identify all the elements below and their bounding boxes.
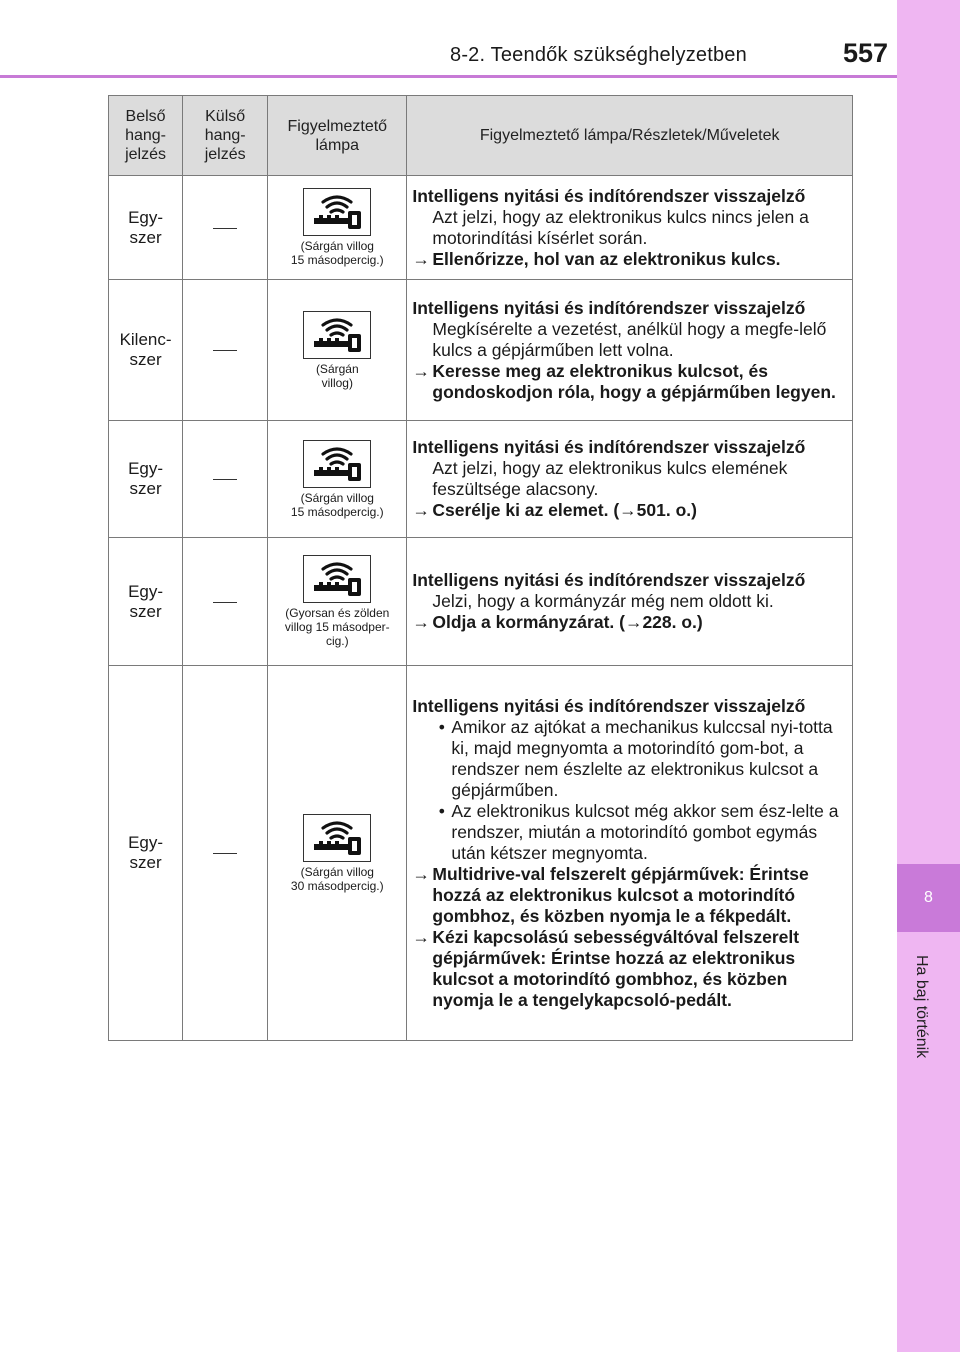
arrow-icon: →: [412, 863, 430, 884]
table-row: [109, 280, 853, 421]
detail-text: Azt jelzi, hogy az elektronikus kulcs nincs jelen a motorindítási kísérlet során.: [432, 206, 809, 248]
details-cell: [407, 280, 853, 421]
header-inner-buzzer: Belső hang- jelzés: [109, 96, 183, 176]
action-text: Cserélje ki az elemet. (→501. o.): [432, 500, 697, 520]
arrow-icon: →: [412, 360, 430, 381]
arrow-icon: →: [412, 500, 430, 520]
header-outer-buzzer: Külső hang- jelzés: [183, 96, 268, 176]
detail-text: Megkísérelte a vezetést, anélkül hogy a megfe-lelő kulcs a gépjárműben lett volna.: [432, 318, 827, 360]
table-header-row: [109, 96, 853, 176]
warning-lamp-cell: [268, 666, 407, 1041]
arrow-icon: →: [412, 926, 430, 947]
header-rule: [0, 75, 897, 78]
warning-lamp-cell: [268, 176, 407, 280]
detail-text: Azt jelzi, hogy az elektronikus kulcs elemének feszültsége alacsony.: [432, 458, 788, 499]
table-row: [109, 666, 853, 1041]
warning-lamp-cell: [268, 280, 407, 421]
action-text: Oldja a kormányzárat. (→228. o.): [432, 612, 703, 632]
details-cell: [407, 421, 853, 538]
table-row: [109, 538, 853, 666]
indicator-title: Intelligens nyitási és indítórendszer visszajelző: [412, 185, 806, 206]
outer-buzzer-none: [183, 280, 268, 421]
lamp-note: (Gyorsan és zölden villog 15 másodper- cig.): [284, 606, 390, 648]
details-cell: [407, 176, 853, 280]
smart-key-warning-icon: [303, 555, 371, 603]
chapter-side-tab: [897, 0, 960, 1352]
table-row: [109, 176, 853, 280]
action-text: Keresse meg az elektronikus kulcsot, és gondoskodjon róla, hogy a gépjárműben legyen.: [432, 360, 836, 402]
smart-key-warning-icon: [303, 814, 371, 862]
page-number: 557: [842, 38, 888, 68]
warning-table: [108, 95, 853, 1041]
inner-buzzer-count: Kilenc- szer: [109, 280, 183, 421]
bullet-icon: •: [438, 716, 445, 737]
warning-lamp-cell: [268, 538, 407, 666]
smart-key-warning-icon: [303, 311, 371, 359]
indicator-title: Intelligens nyitási és indítórendszer visszajelző: [412, 297, 806, 318]
bullet-item: [412, 801, 844, 864]
arrow-icon: →: [412, 612, 430, 632]
smart-key-warning-icon: [303, 188, 371, 236]
detail-text: Jelzi, hogy a kormányzár még nem oldott ki.: [432, 591, 774, 611]
action-line: [412, 249, 844, 270]
bullet-item: [412, 717, 844, 801]
indicator-title: Intelligens nyitási és indítórendszer visszajelző: [412, 570, 806, 590]
lamp-note: (Sárgán villog 15 másodpercig.): [290, 490, 384, 519]
warning-lamp-cell: [268, 421, 407, 538]
inner-buzzer-count: Egy- szer: [109, 666, 183, 1041]
inner-buzzer-count: Egy- szer: [109, 421, 183, 538]
action-text: Kézi kapcsolású sebességváltóval felszerelt gépjárművek: Érintse hozzá az elektronikus kulcsot a motorindító gombhoz, és közben nyomja le a tengelykapcsoló-pedált.: [432, 926, 800, 1010]
outer-buzzer-none: [183, 666, 268, 1041]
action-line: [412, 612, 844, 633]
smart-key-warning-icon: [303, 440, 371, 488]
lamp-note: (Sárgán villog): [315, 361, 359, 390]
lamp-note: (Sárgán villog 15 másodpercig.): [290, 239, 384, 267]
action-line: [412, 927, 844, 1011]
section-title: 8-2. Teendők szükséghelyzetben: [450, 44, 747, 66]
details-cell: [407, 538, 853, 666]
action-line: [412, 864, 844, 927]
inner-buzzer-count: Egy- szer: [109, 176, 183, 280]
header-details: Figyelmeztető lámpa/Részletek/Műveletek: [407, 96, 853, 176]
action-text: Multidrive-val felszerelt gépjárművek: Érintse hozzá az elektronikus kulcsot a motorindító gombhoz, és közben nyomja le a fékpedált.: [432, 863, 809, 926]
header-warning-lamp: Figyelmeztető lámpa: [268, 96, 407, 176]
chapter-number: 8: [897, 864, 960, 932]
action-line: [412, 361, 844, 403]
bullet-icon: •: [438, 800, 445, 821]
action-line: [412, 500, 844, 521]
indicator-title: Intelligens nyitási és indítórendszer visszajelző: [412, 695, 806, 716]
outer-buzzer-none: [183, 421, 268, 538]
bullet-text: Amikor az ajtókat a mechanikus kulccsal nyi-totta ki, majd megnyomta a motorindító gom-bot, a rendszer nem észlelte az elektronikus kulcsot a gépjárműben.: [451, 716, 833, 800]
action-text: Ellenőrizze, hol van az elektronikus kulcs.: [432, 248, 781, 269]
inner-buzzer-count: Egy- szer: [109, 538, 183, 666]
lamp-note: (Sárgán villog 30 másodpercig.): [290, 864, 384, 893]
outer-buzzer-none: [183, 176, 268, 280]
chapter-label: Ha baj történik: [913, 955, 930, 1059]
indicator-title: Intelligens nyitási és indítórendszer visszajelző: [412, 437, 806, 457]
arrow-icon: →: [412, 248, 430, 269]
outer-buzzer-none: [183, 538, 268, 666]
bullet-text: Az elektronikus kulcsot még akkor sem ész-lelte a rendszer, miután a motorindító gombot egymás után kétszer megnyomta.: [451, 800, 839, 863]
table-row: [109, 421, 853, 538]
details-cell: [407, 666, 853, 1041]
